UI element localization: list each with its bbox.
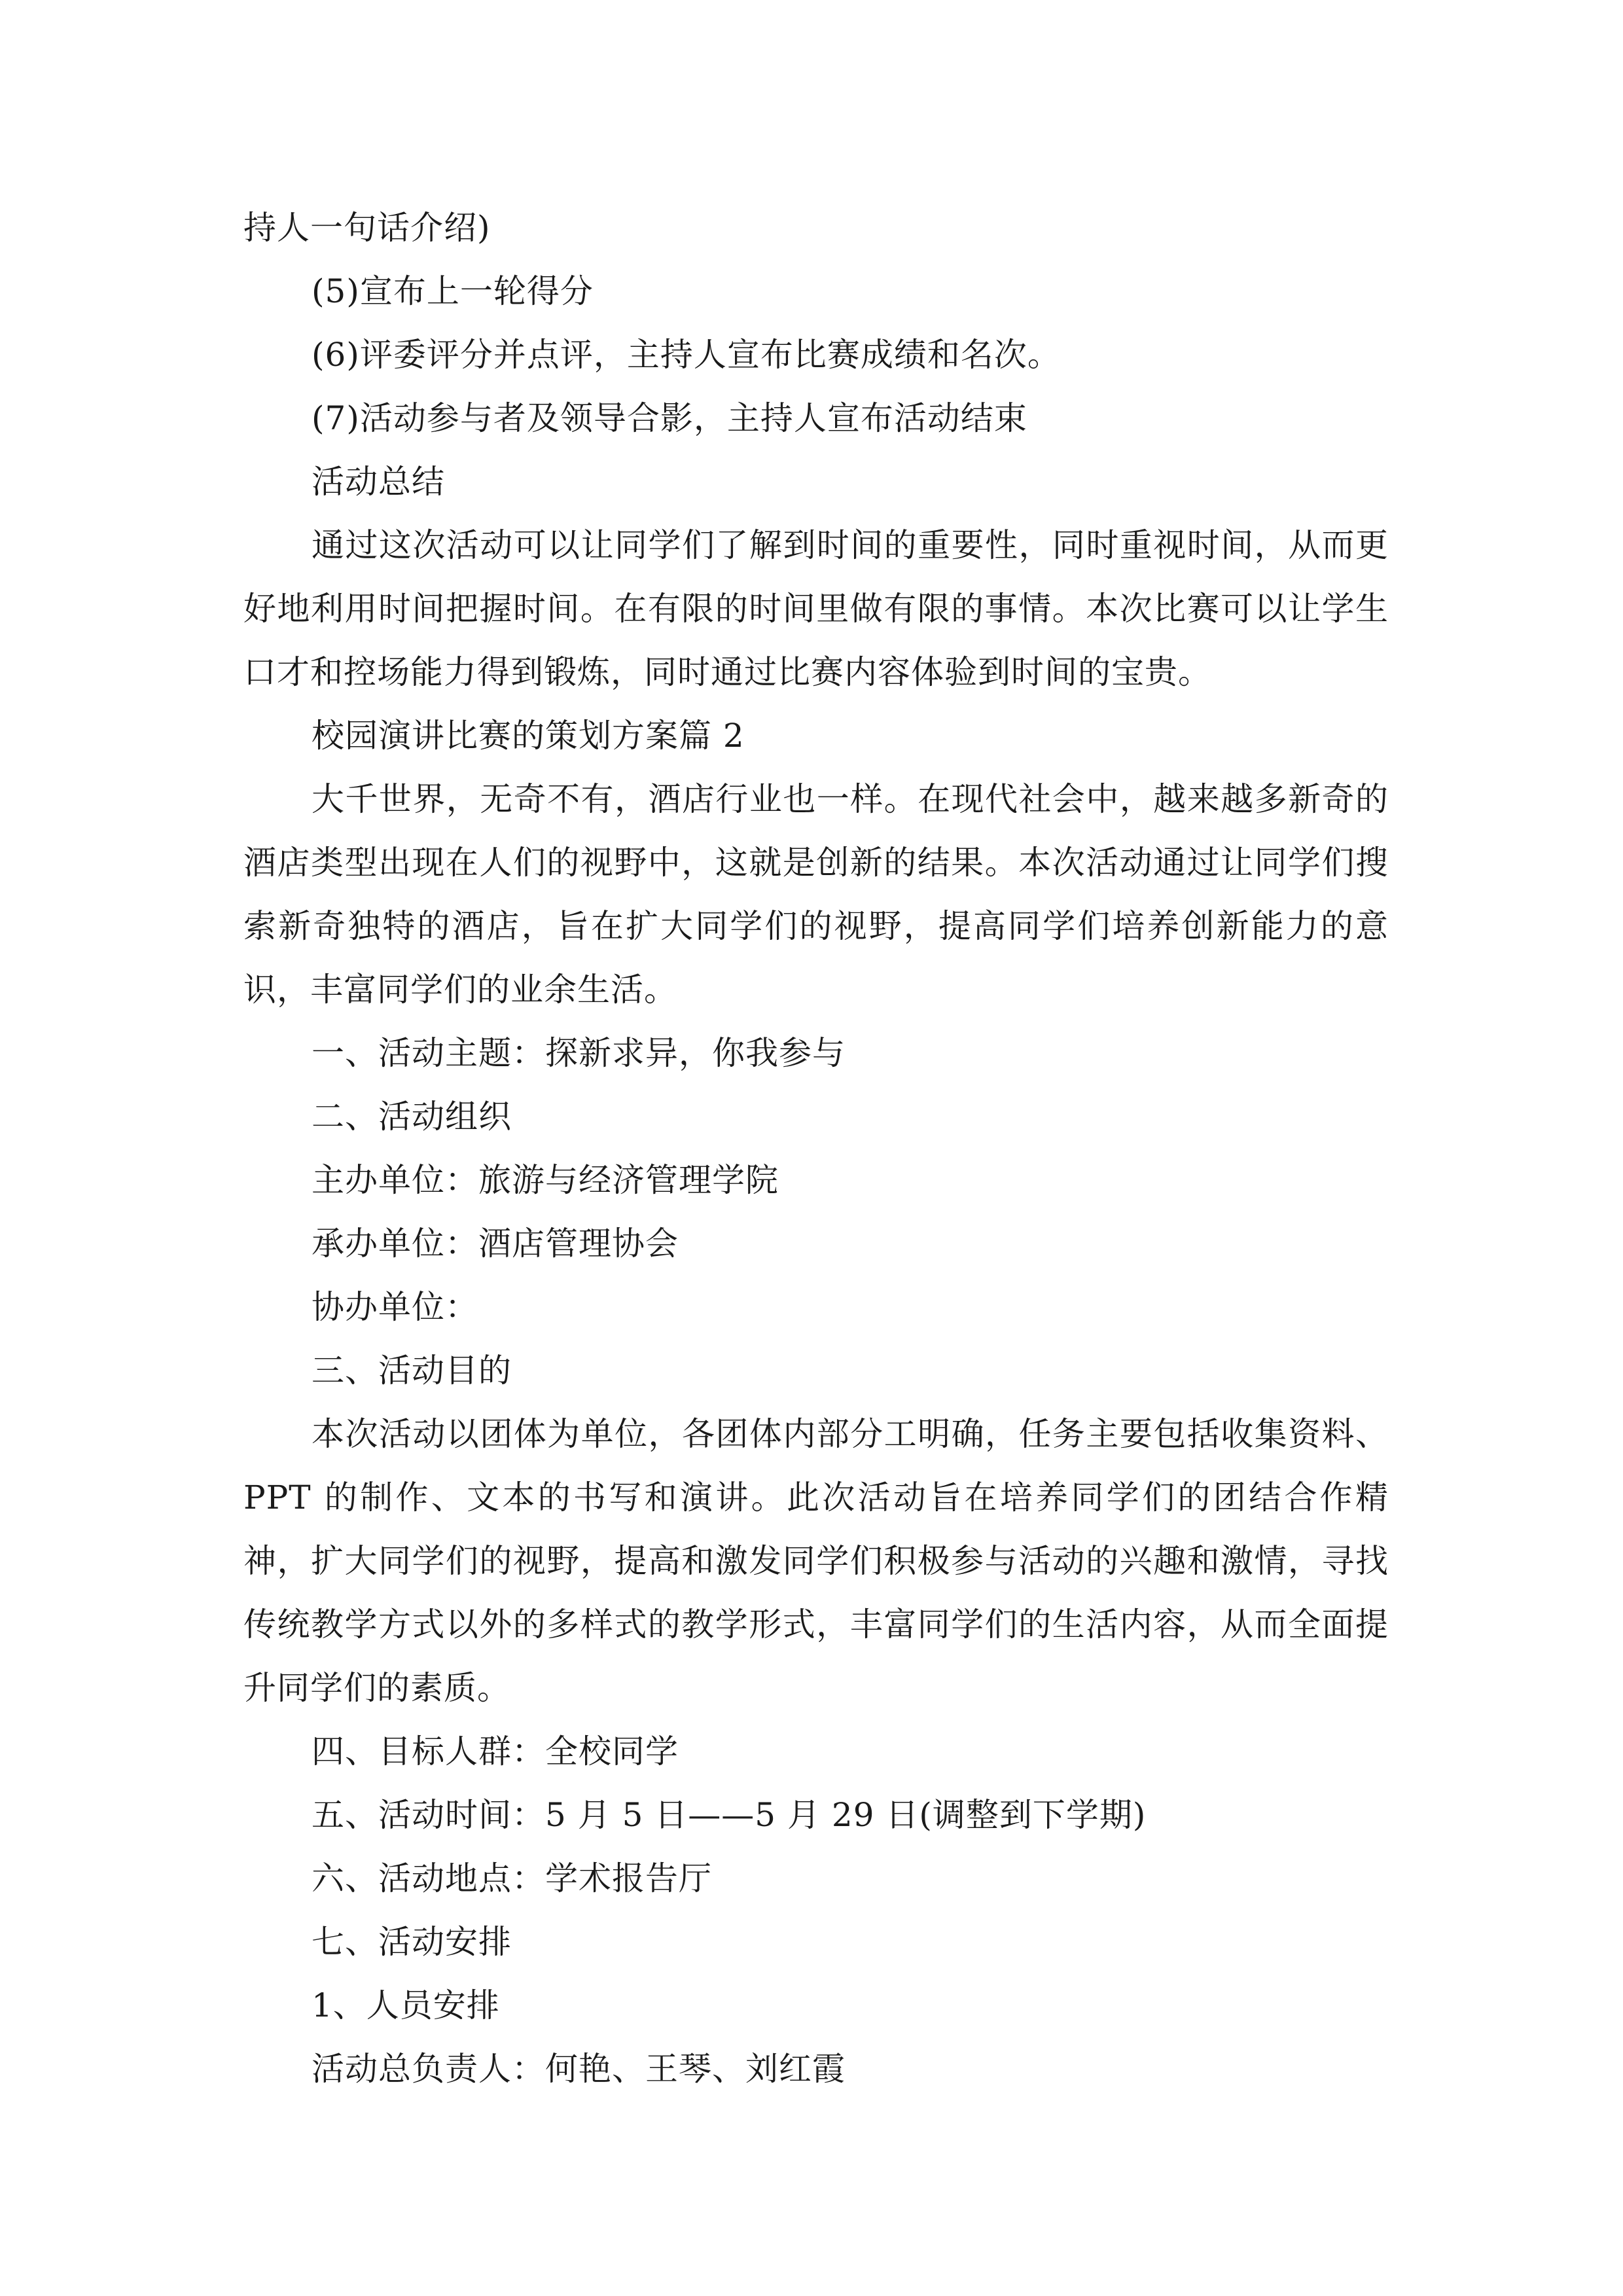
document-body xyxy=(243,196,1389,2101)
paragraph: 承办单位：酒店管理协会 xyxy=(312,1225,679,1263)
paragraph: (6)评委评分并点评，主持人宣布比赛成绩和名次。 xyxy=(312,336,1061,374)
paragraph: 六、活动地点：学术报告厅 xyxy=(312,1859,712,1897)
paragraph: 持人一句话介绍) xyxy=(243,209,491,247)
paragraph: 一、活动主题：探新求异，你我参与 xyxy=(312,1034,846,1072)
section-heading: 活动总结 xyxy=(312,463,445,501)
paragraph: (5)宣布上一轮得分 xyxy=(312,272,594,310)
paragraph: 协办单位： xyxy=(312,1288,478,1326)
paragraph: 四、目标人群：全校同学 xyxy=(312,1732,679,1770)
paragraph: 五、活动时间：5 月 5 日——5 月 29 日(调整到下学期) xyxy=(312,1796,1147,1834)
paragraph: 本次活动以团体为单位，各团体内部分工明确，任务主要包括收集资料、PPT 的制作、文本的书写和演讲。此次活动旨在培养同学们的团结合作精神，扩大同学们的视野，提高和激发同学们积极参与活动的兴趣和激情，寻找传统教学方式以外的多样式的教学形式，丰富同学们的生活内容，从而全面提升同学们的素质。 xyxy=(243,1415,1389,1707)
paragraph: (7)活动参与者及领导合影，主持人宣布活动结束 xyxy=(312,399,1027,437)
section-heading: 校园演讲比赛的策划方案篇 2 xyxy=(312,717,745,755)
paragraph: 活动总负责人：何艳、王琴、刘红霞 xyxy=(312,2050,846,2088)
paragraph: 1、人员安排 xyxy=(312,1986,500,2024)
paragraph: 通过这次活动可以让同学们了解到时间的重要性，同时重视时间，从而更好地利用时间把握时间。在有限的时间里做有限的事情。本次比赛可以让学生口才和控场能力得到锻炼，同时通过比赛内容体验到时间的宝贵。 xyxy=(243,526,1389,691)
paragraph: 主办单位：旅游与经济管理学院 xyxy=(312,1161,779,1199)
paragraph: 大千世界，无奇不有，酒店行业也一样。在现代社会中，越来越多新奇的酒店类型出现在人们的视野中，这就是创新的结果。本次活动通过让同学们搜索新奇独特的酒店，旨在扩大同学们的视野，提高同学们培养创新能力的意识，丰富同学们的业余生活。 xyxy=(243,780,1389,1009)
paragraph: 三、活动目的 xyxy=(312,1352,512,1390)
paragraph: 二、活动组织 xyxy=(312,1098,512,1136)
paragraph: 七、活动安排 xyxy=(312,1923,512,1961)
